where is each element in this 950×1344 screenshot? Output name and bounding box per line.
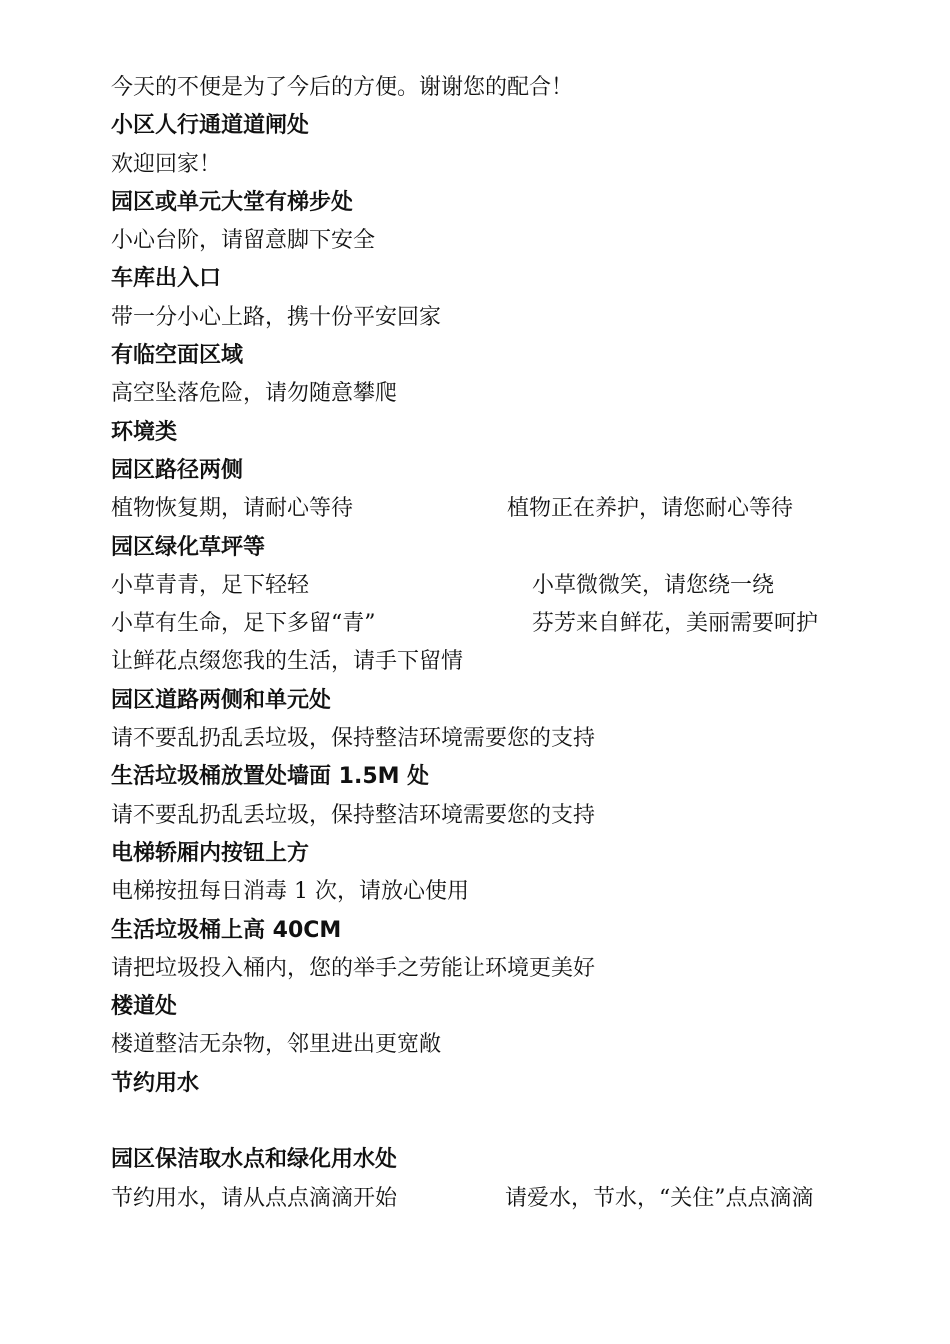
section-heading: 生活垃圾桶放置处墙面 1.5M 处 (111, 764, 430, 790)
text-line: 小心台阶，请留意脚下安全 (111, 228, 376, 254)
document-page (111, 69, 911, 1218)
text-line: 请把垃圾投入桶内，您的举手之劳能让环境更美好 (111, 955, 596, 981)
section-heading: 楼道处 (111, 994, 178, 1020)
category-heading: 环境类 (111, 419, 178, 445)
section-heading: 园区或单元大堂有梯步处 (111, 189, 354, 215)
category-heading: 节约用水 (111, 1070, 200, 1096)
text-line-pair (111, 605, 911, 643)
text-right: 芬芳来自鲜花，美丽需要呵护 (532, 611, 819, 637)
text-line: 今天的不便是为了今后的方便。谢谢您的配合！ (111, 75, 574, 100)
text-right: 植物正在养护，请您耐心等待 (507, 496, 794, 522)
text-right: 小草微微笑，请您绕一绕 (532, 572, 775, 598)
text-left: 小草有生命，足下多留“青” (111, 611, 376, 637)
section-heading: 小区人行通道道闸处 (111, 113, 310, 139)
text-line-pair (111, 490, 911, 528)
text-line: 请不要乱扔乱丢垃圾，保持整洁环境需要您的支持 (111, 726, 596, 752)
section-heading: 园区绿化草坪等 (111, 534, 266, 560)
text-line-pair (111, 567, 911, 605)
text-line-pair (111, 1180, 911, 1218)
text-left: 小草青青，足下轻轻 (111, 572, 310, 598)
text-left: 节约用水，请从点点滴滴开始 (111, 1185, 398, 1211)
text-right: 请爱水，节水，“关住”点点滴滴 (505, 1185, 814, 1211)
text-left: 植物恢复期，请耐心等待 (111, 496, 354, 522)
text-line: 欢迎回家！ (111, 151, 222, 177)
section-heading: 生活垃圾桶上高 40CM (111, 917, 342, 943)
section-heading: 园区道路两侧和单元处 (111, 687, 332, 713)
blank-line (111, 1103, 911, 1141)
text-line: 让鲜花点缀您我的生活，请手下留情 (111, 649, 464, 675)
section-heading: 电梯轿厢内按钮上方 (111, 840, 310, 866)
section-heading: 车库出入口 (111, 266, 222, 292)
text-line: 高空坠落危险，请勿随意攀爬 (111, 381, 398, 407)
text-line: 楼道整洁无杂物，邻里进出更宽敞 (111, 1032, 442, 1058)
section-heading: 园区保洁取水点和绿化用水处 (111, 1147, 398, 1173)
text-line: 电梯按扭每日消毒 1 次，请放心使用 (111, 879, 469, 905)
section-heading: 有临空面区域 (111, 343, 244, 369)
text-line: 带一分小心上路，携十份平安回家 (111, 304, 442, 330)
section-heading: 园区路径两侧 (111, 457, 244, 483)
text-line: 请不要乱扔乱丢垃圾，保持整洁环境需要您的支持 (111, 802, 596, 828)
